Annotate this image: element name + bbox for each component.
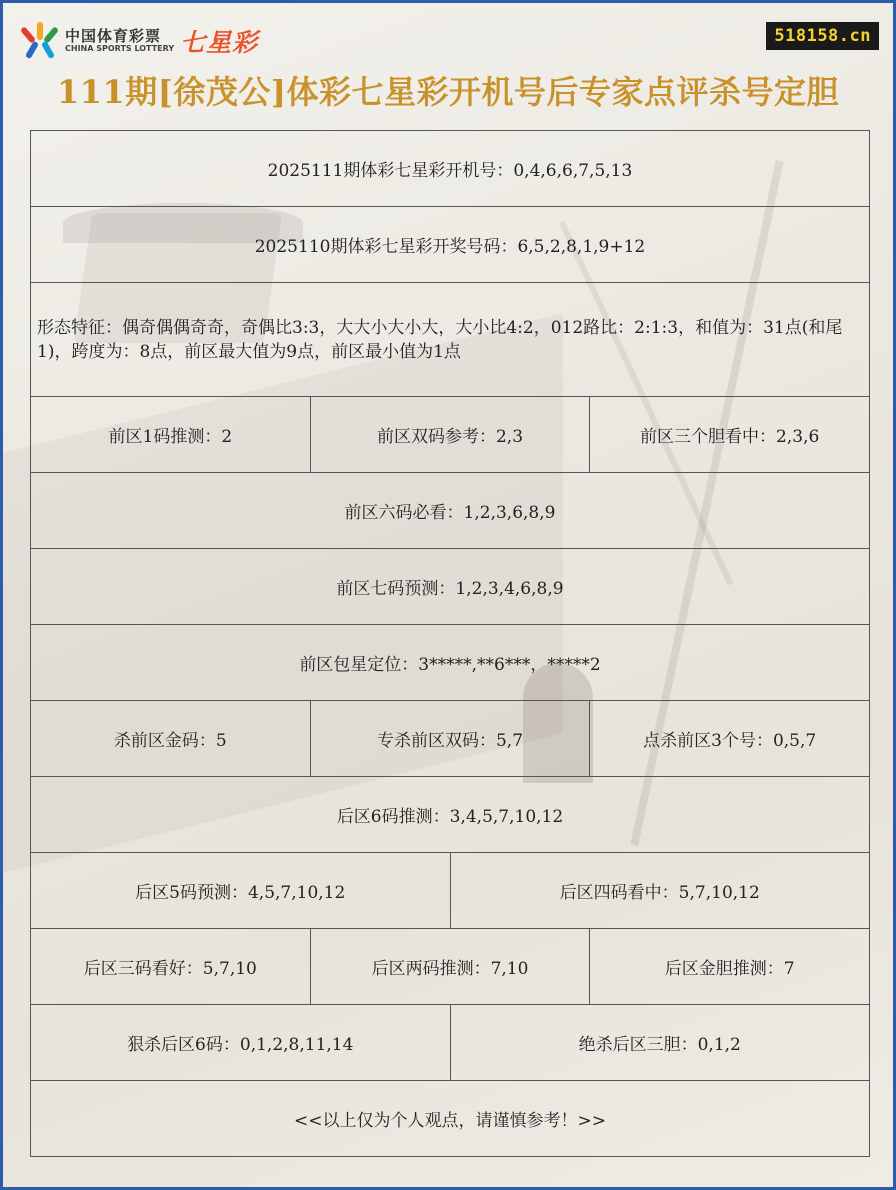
table-cell: 前区六码必看：1,2,3,6,8,9 (30, 472, 870, 549)
logo-chinese-text: 中国体育彩票 (65, 27, 162, 46)
site-badge[interactable]: 518158.cn (766, 22, 879, 50)
table-row (30, 624, 870, 700)
table-row (30, 472, 870, 548)
lottery-logo (21, 19, 281, 63)
table-row (30, 852, 870, 928)
table-cell: 2025110期体彩七星彩开奖号码：6,5,2,8,1,9+12 (30, 206, 870, 283)
table-cell: 绝杀后区三胆：0,1,2 (450, 1004, 871, 1081)
table-row (30, 282, 870, 396)
table-row (30, 776, 870, 852)
prediction-table (30, 130, 870, 1156)
table-cell: 后区5码预测：4,5,7,10,12 (30, 852, 451, 929)
table-cell: 后区6码推测：3,4,5,7,10,12 (30, 776, 870, 853)
page-title: 111期[徐茂公]体彩七星彩开机号后专家点评杀号定胆 (56, 73, 840, 111)
table-row (30, 1004, 870, 1080)
table-row (30, 206, 870, 282)
table-row (30, 700, 870, 776)
table-row (30, 396, 870, 472)
disclaimer-cell: <<以上仅为个人观点，请谨慎参考！>> (30, 1080, 870, 1157)
table-cell: 狠杀后区6码：0,1,2,8,11,14 (30, 1004, 451, 1081)
table-cell: 后区三码看好：5,7,10 (30, 928, 311, 1005)
table-row (30, 1080, 870, 1156)
header (3, 3, 893, 127)
logo-brand-text: 七星彩 (180, 28, 259, 57)
table-cell: 后区两码推测：7,10 (310, 928, 591, 1005)
table-row (30, 130, 870, 206)
table-cell: 专杀前区双码：5,7 (310, 700, 591, 777)
table-row (30, 928, 870, 1004)
table-cell: 点杀前区3个号：0,5,7 (589, 700, 870, 777)
table-cell: 2025111期体彩七星彩开机号：0,4,6,6,7,5,13 (30, 130, 870, 207)
table-cell: 形态特征：偶奇偶偶奇奇，奇偶比3:3，大大小大小大，大小比4:2，012路比：2:1:3，和值为：31点(和尾1)，跨度为：8点，前区最大值为9点，前区最小值为1点 (30, 282, 870, 397)
table-cell: 前区包星定位：3*****,**6***，*****2 (30, 624, 870, 701)
table-row (30, 548, 870, 624)
table-cell: 前区1码推测：2 (30, 396, 311, 473)
table-cell: 前区三个胆看中：2,3,6 (589, 396, 870, 473)
table-cell: 杀前区金码：5 (30, 700, 311, 777)
logo-english-text: CHINA SPORTS LOTTERY (65, 43, 175, 53)
table-cell: 前区双码参考：2,3 (310, 396, 591, 473)
lottery-logo-icon (21, 22, 59, 60)
table-cell: 后区四码看中：5,7,10,12 (450, 852, 871, 929)
table-cell: 后区金胆推测：7 (589, 928, 870, 1005)
table-cell: 前区七码预测：1,2,3,4,6,8,9 (30, 548, 870, 625)
